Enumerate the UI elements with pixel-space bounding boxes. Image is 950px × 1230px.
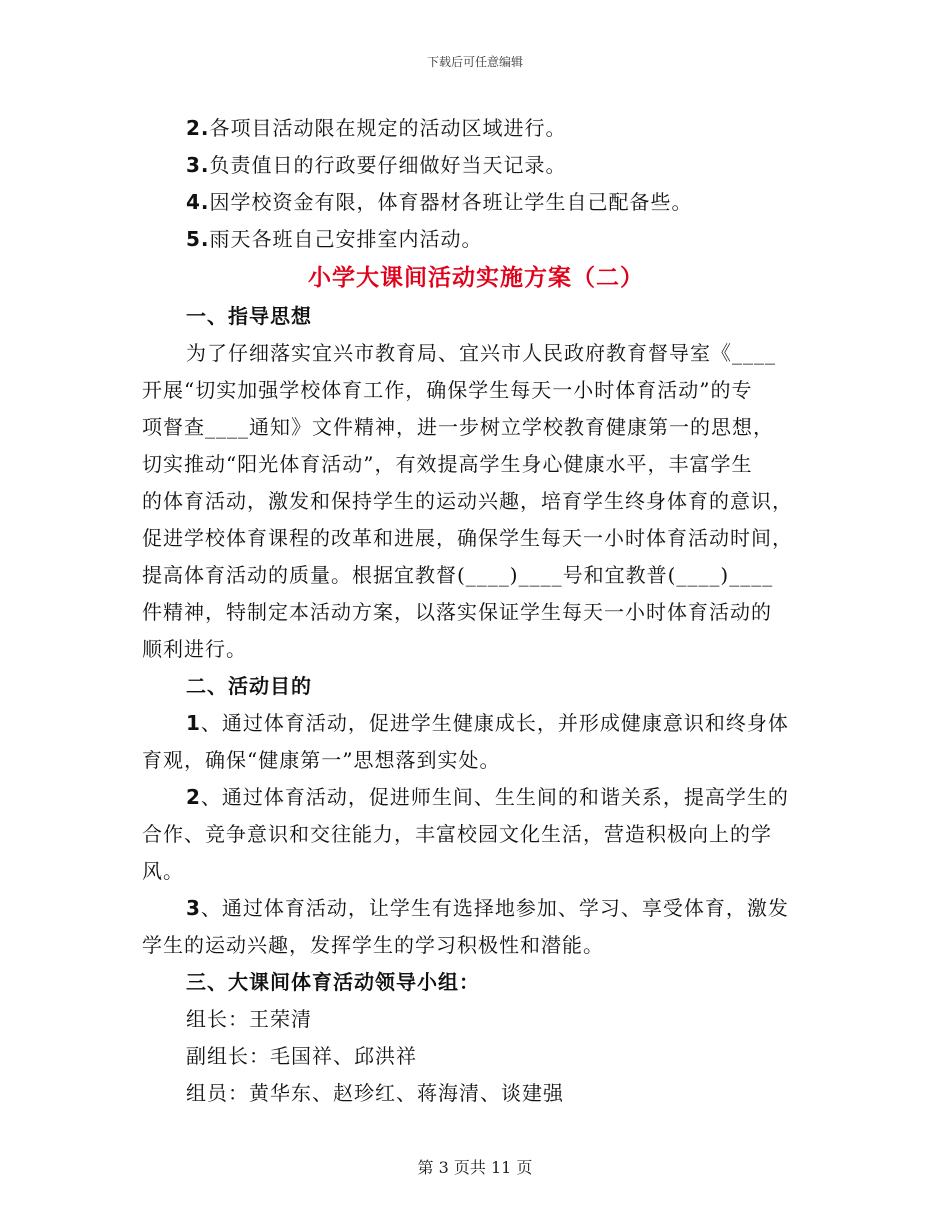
document-title: 小学大课间活动实施方案（二） — [308, 264, 644, 291]
list-item — [142, 147, 810, 184]
list-item-text: 因学校资金有限，体育器材各班让学生自己配备些。 — [209, 190, 693, 214]
item-text: 、通过体育活动，促进师生间、生生间的和谐关系，提高学生的 — [200, 785, 789, 809]
section-heading: 一、指导思想 — [186, 304, 312, 328]
paragraph-line: 为了仔细落实宜兴市教育局、宜兴市人民政府教育督导室《____ — [186, 341, 776, 365]
paragraph-line: 的体育活动，激发和保持学生的运动兴趣，培育学生终身体育的意识， — [142, 489, 793, 513]
member-line: 组员：黄华东、赵珍红、蒋海清、谈建强 — [186, 1081, 564, 1105]
paragraph-line — [142, 779, 810, 816]
paragraph-line: 学生的运动兴趣，发挥学生的学习积极性和潜能。 — [142, 933, 604, 957]
list-item — [142, 184, 810, 221]
list-item-text: 雨天各班自己安排室内活动。 — [209, 227, 483, 251]
paragraph-line — [142, 890, 810, 927]
item-text: 、通过体育活动，让学生有选择地参加、学习、享受体育，激发 — [200, 896, 789, 920]
item-number: 1 — [186, 711, 201, 735]
paragraph-line — [142, 705, 810, 742]
list-item-number: 5. — [186, 227, 210, 251]
paragraph-line: 合作、竞争意识和交往能力，丰富校园文化生活，营造积极向上的学 — [142, 822, 772, 846]
list-item-number: 2. — [186, 116, 210, 140]
paragraph-line: 件精神，特制定本活动方案，以落实保证学生每天一小时体育活动的 — [142, 600, 772, 624]
page-header: 下载后可任意编辑 — [426, 55, 523, 69]
member-line: 组长：王荣清 — [186, 1007, 312, 1031]
paragraph-line: 提高体育活动的质量。根据宜教督(____)____号和宜教普(____)____ — [142, 563, 774, 587]
paragraph-line: 育观，确保“健康第一”思想落到实处。 — [142, 748, 501, 772]
paragraph-line: 切实推动“阳光体育活动”，有效提高学生身心健康水平，丰富学生 — [142, 452, 753, 476]
section-heading: 二、活动目的 — [186, 674, 312, 698]
list-item-text: 各项目活动限在规定的活动区域进行。 — [209, 116, 567, 140]
document-body — [142, 110, 810, 1112]
list-item-number: 4. — [186, 190, 210, 214]
paragraph-line: 顺利进行。 — [142, 637, 247, 661]
item-number: 2 — [186, 785, 201, 809]
paragraph-line: 促进学校体育课程的改革和进展，确保学生每天一小时体育活动时间， — [142, 526, 793, 550]
list-item-number: 3. — [186, 153, 210, 177]
item-text: 、通过体育活动，促进学生健康成长，并形成健康意识和终身体 — [200, 711, 789, 735]
paragraph-line: 风。 — [142, 859, 184, 883]
page-footer: 第 3 页共 11 页 — [417, 1158, 533, 1177]
list-item — [142, 221, 810, 258]
paragraph-line: 项督查____通知》文件精神，进一步树立学校教育健康第一的思想， — [142, 415, 774, 439]
section-heading: 三、大课间体育活动领导小组： — [186, 970, 480, 994]
member-line: 副组长：毛国祥、邱洪祥 — [186, 1044, 417, 1068]
list-item — [142, 110, 810, 147]
list-item-text: 负责值日的行政要仔细做好当天记录。 — [209, 153, 567, 177]
paragraph-line: 开展“切实加强学校体育工作，确保学生每天一小时体育活动”的专 — [142, 378, 753, 402]
item-number: 3 — [186, 896, 201, 920]
